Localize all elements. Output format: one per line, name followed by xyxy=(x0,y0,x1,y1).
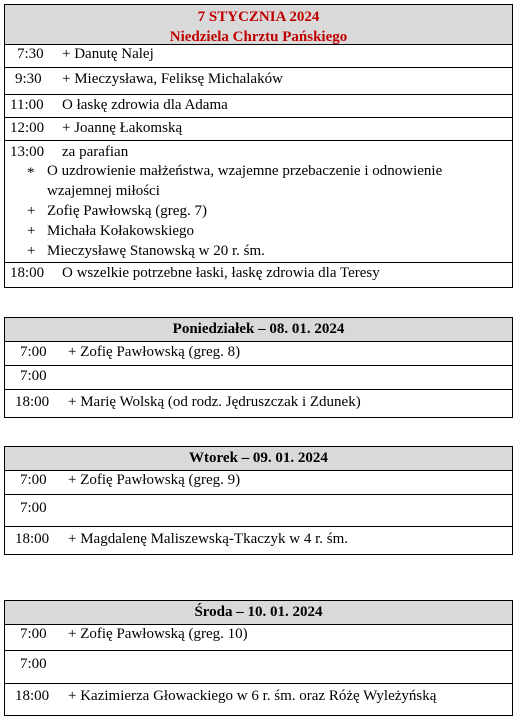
mass-time: 13:00 xyxy=(10,144,45,160)
mass-row xyxy=(5,495,512,527)
sunday-date: 7 STYCZNIA 2024 xyxy=(197,9,320,25)
monday-table xyxy=(4,317,513,418)
mass-row xyxy=(5,342,512,366)
mass-time: 7:00 xyxy=(20,656,47,672)
mass-time: 7:00 xyxy=(20,500,47,516)
mass-time: 12:00 xyxy=(10,120,45,136)
mass-intention: + Zofię Pawłowską (greg. 8) xyxy=(68,344,241,360)
mass-intention: + Kazimierza Głowackiego w 6 r. śm. oraz Różę Wyleżyńską xyxy=(68,688,437,704)
wednesday-table xyxy=(4,600,513,716)
plus-bullet: + xyxy=(27,223,36,239)
mass-intention: + Zofię Pawłowską (greg. 10) xyxy=(68,626,248,642)
intention-item-text: Zofię Pawłowską (greg. 7) xyxy=(47,203,207,219)
mass-row xyxy=(5,471,512,495)
mass-row xyxy=(5,118,512,141)
mass-intention: O wszelkie potrzebne łaski, łaskę zdrowia dla Teresy xyxy=(62,265,380,281)
intention-item-continuation xyxy=(5,183,512,203)
mass-row xyxy=(5,390,512,417)
mass-row xyxy=(5,625,512,651)
mass-time: 7:00 xyxy=(20,344,47,360)
day-header: Poniedziałek – 08. 01. 2024 xyxy=(5,318,512,342)
mass-intention: + Zofię Pawłowską (greg. 9) xyxy=(68,472,241,488)
mass-row xyxy=(5,95,512,118)
intention-item xyxy=(5,223,512,243)
intention-item xyxy=(5,243,512,263)
mass-intention: za parafian xyxy=(62,144,129,160)
asterisk-bullet: * xyxy=(27,165,35,181)
sunday-header xyxy=(5,5,512,45)
plus-bullet: + xyxy=(27,203,36,219)
sunday-feast: Niedziela Chrztu Pańskiego xyxy=(169,29,348,45)
mass-intention: + Danutę Nalej xyxy=(62,46,154,62)
mass-time: 11:00 xyxy=(10,97,44,113)
mass-time: 7:30 xyxy=(17,46,44,62)
tuesday-table xyxy=(4,446,513,555)
mass-time: 9:30 xyxy=(15,71,42,87)
mass-row xyxy=(5,366,512,390)
intention-item-text: Mieczysławę Stanowską w 20 r. śm. xyxy=(47,243,265,259)
mass-row xyxy=(5,684,512,715)
intention-item-text: Michała Kołakowskiego xyxy=(47,223,195,239)
mass-intention: + Mieczysława, Feliksę Michalaków xyxy=(62,71,283,87)
intention-item-text: wzajemnej miłości xyxy=(47,183,160,199)
mass-intention: O łaskę zdrowia dla Adama xyxy=(62,97,228,113)
mass-intention: + Magdalenę Maliszewską-Tkaczyk w 4 r. śm. xyxy=(68,531,349,547)
mass-intention: + Marię Wolską (od rodz. Jędruszczak i Zdunek) xyxy=(68,394,361,410)
mass-row xyxy=(5,651,512,684)
mass-time: 18:00 xyxy=(15,531,50,547)
day-header: Środa – 10. 01. 2024 xyxy=(5,601,512,625)
mass-row xyxy=(5,263,512,287)
intention-item-text: O uzdrowienie małżeństwa, wzajemne przebaczenie i odnowienie xyxy=(47,163,443,179)
plus-bullet: + xyxy=(27,243,36,259)
intention-item xyxy=(5,203,512,223)
mass-intention: + Joannę Łakomską xyxy=(62,120,183,136)
mass-time: 18:00 xyxy=(15,688,50,704)
mass-row-1300 xyxy=(5,141,512,263)
mass-time: 18:00 xyxy=(10,265,45,281)
mass-time: 7:00 xyxy=(20,472,47,488)
mass-row xyxy=(5,68,512,95)
sunday-table xyxy=(4,4,513,288)
mass-time: 18:00 xyxy=(15,394,50,410)
day-header: Wtorek – 09. 01. 2024 xyxy=(5,447,512,471)
intention-item xyxy=(5,163,512,183)
mass-time: 7:00 xyxy=(20,368,47,384)
mass-time: 7:00 xyxy=(20,626,47,642)
mass-row xyxy=(5,45,512,68)
mass-row xyxy=(5,527,512,554)
